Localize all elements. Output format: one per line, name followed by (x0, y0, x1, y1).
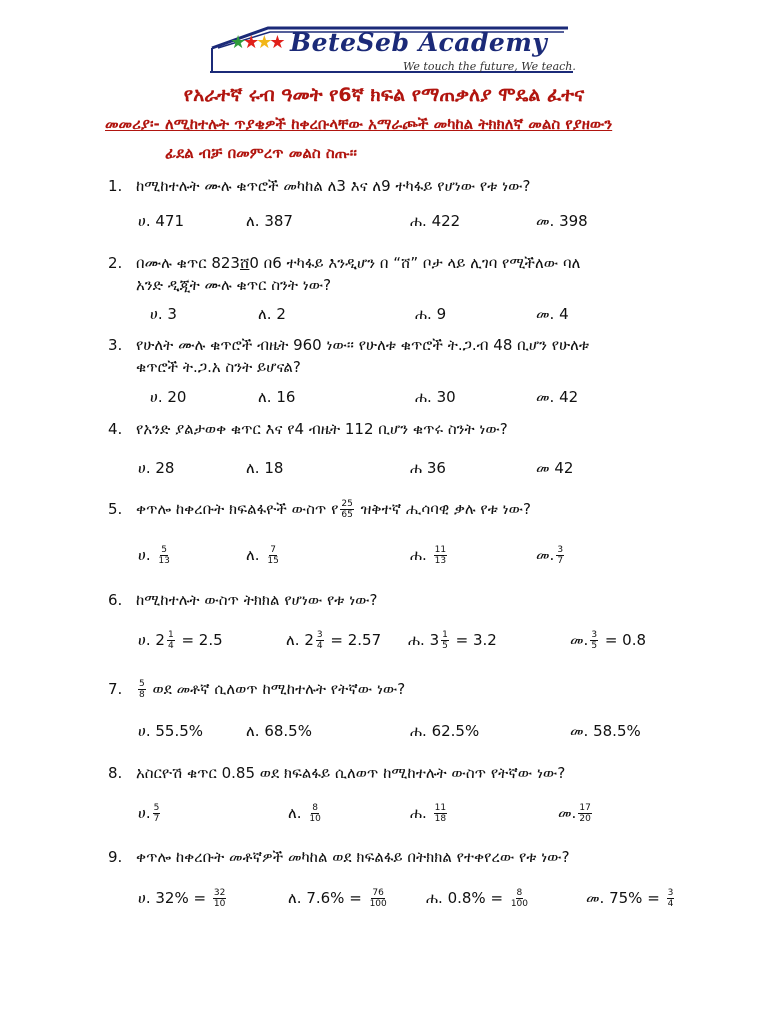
fraction (510, 888, 529, 909)
option-label: መ. 75% = (586, 889, 660, 907)
question-5 (108, 498, 668, 520)
option-label: ሐ. 0.8% = (426, 889, 504, 907)
stars-icon: ★★★★ (230, 32, 283, 53)
numerator: 1 (442, 630, 448, 640)
option-b[interactable]: ለ. 2 (258, 305, 286, 323)
denominator: 18 (434, 814, 447, 824)
numerator: 11 (434, 803, 447, 813)
question-9-options (138, 888, 738, 914)
option-b[interactable] (288, 803, 324, 824)
option-b[interactable]: ለ. 68.5% (246, 722, 312, 740)
fraction (434, 803, 447, 824)
question-1-options (138, 212, 738, 238)
denominator: 10 (213, 899, 226, 909)
denominator: 4 (316, 641, 323, 651)
option-c[interactable]: ሐ. 422 (410, 212, 461, 230)
option-label: ሀ. (138, 804, 151, 822)
fraction (578, 803, 591, 824)
option-c[interactable]: ሐ. 62.5% (410, 722, 480, 740)
question-text: ከሚከተሉት ውስጥ ትክክል የሆነው የቱ ነው? (136, 591, 378, 609)
option-label: ሐ. 3 (408, 631, 440, 649)
option-d[interactable] (570, 630, 646, 651)
denominator: 65 (341, 510, 353, 520)
question-text: በሙሉ ቁጥር 823 (136, 254, 240, 272)
page-header (0, 22, 768, 82)
question-number: 1. (108, 177, 123, 195)
option-d[interactable]: መ. 58.5% (570, 722, 641, 740)
numerator: 7 (270, 545, 276, 555)
question-text: ከሚከተሉት ሙሉ ቁጥሮች መካከል ለ3 እና ለ9 ተካፋይ የሆነው የቱ ነው? (136, 177, 531, 195)
numerator: 8 (312, 803, 318, 813)
option-d[interactable]: መ. 42 (536, 388, 579, 406)
question-blank: ሸ (239, 254, 250, 272)
question-1 (108, 175, 668, 197)
option-label: ሀ. 2 (138, 631, 165, 649)
denominator: 7 (557, 556, 564, 566)
option-a[interactable] (138, 630, 223, 651)
option-label: ሀ. (138, 546, 151, 564)
fraction (308, 803, 321, 824)
option-b[interactable] (286, 630, 381, 651)
question-6 (108, 589, 668, 611)
option-c[interactable] (410, 545, 449, 566)
question-number: 7. (108, 680, 123, 698)
numerator: 3 (316, 630, 323, 640)
brand-tagline: We touch the future, We teach. (403, 60, 576, 73)
question-number: 9. (108, 848, 123, 866)
denominator: 13 (434, 556, 447, 566)
fraction (590, 630, 598, 651)
numerator: 17 (579, 803, 591, 813)
fraction (266, 545, 279, 566)
fraction (167, 630, 175, 651)
question-text: ቀጥሎ ከቀረቡት ክፍልፋዮች ውስጥ የ (136, 500, 339, 518)
option-b[interactable]: ለ. 387 (246, 212, 293, 230)
instructions-line-2: ፊደል ብቻ በመምረጥ መልስ ስጡ፡፡ (165, 144, 357, 162)
fraction (213, 888, 226, 909)
question-number: 3. (108, 336, 123, 354)
option-value: = 0.8 (600, 631, 647, 649)
option-label: መ. (536, 546, 555, 564)
option-label: ሐ. (410, 546, 427, 564)
question-text: የሁለት ሙሉ ቁጥሮች ብዜት 960 ነው፡፡ የሁለቱ ቁጥሮች ት.ጋ.ብ 48 ቢሆን የሁለቱ (136, 336, 590, 354)
option-b[interactable] (246, 545, 282, 566)
denominator: 15 (267, 556, 279, 566)
numerator: 5 (139, 679, 145, 689)
option-value: = 3.2 (450, 631, 497, 649)
option-d[interactable] (558, 803, 594, 824)
question-number: 8. (108, 764, 123, 782)
option-c[interactable] (410, 803, 449, 824)
option-b[interactable] (288, 888, 390, 909)
question-4 (108, 418, 668, 440)
denominator: 100 (510, 899, 528, 909)
question-number: 5. (108, 500, 123, 518)
numerator: 8 (516, 888, 523, 898)
question-text: ቀጥሎ ከቀረቡት መቶኛዎች መካከል ወደ ክፍልፋይ በትክክል የተቀየረው የቱ ነው? (136, 848, 570, 866)
question-3 (108, 334, 668, 378)
numerator: 3 (591, 630, 598, 640)
option-d[interactable] (536, 545, 566, 566)
option-label: ሀ. 32% = (138, 889, 207, 907)
option-c[interactable]: ሐ. 30 (415, 388, 456, 406)
option-a[interactable]: ሀ. 20 (150, 388, 187, 406)
fraction (556, 545, 564, 566)
question-3-options (138, 388, 738, 414)
denominator: 4 (167, 641, 174, 651)
fraction (434, 545, 447, 566)
option-a[interactable]: ሀ. 471 (138, 212, 185, 230)
option-label: ለ. (288, 804, 302, 822)
fraction (153, 803, 161, 824)
option-a[interactable] (138, 803, 162, 824)
option-a[interactable]: ሀ. 3 (150, 305, 177, 323)
denominator: 5 (442, 641, 448, 651)
question-8-options (138, 803, 738, 829)
question-9 (108, 846, 668, 868)
denominator: 4 (667, 899, 674, 909)
option-d[interactable]: መ. 4 (536, 305, 569, 323)
question-2 (108, 252, 668, 296)
question-text: አስርዮሽ ቁጥር 0.85 ወደ ክፍልፋይ ሲለወጥ ከሚከተሉት ውስጥ የትኛው ነው? (136, 764, 566, 782)
question-4-options (138, 459, 738, 485)
question-5-options (138, 545, 738, 571)
denominator: 7 (153, 814, 160, 824)
numerator: 32 (213, 888, 226, 898)
option-c[interactable]: ሐ. 9 (415, 305, 447, 323)
option-label: ለ. 7.6% = (288, 889, 362, 907)
option-d[interactable] (586, 888, 676, 909)
numerator: 76 (372, 888, 384, 898)
option-label: ሐ. (410, 804, 427, 822)
question-text-line-2: አንድ ዲጂት ሙሉ ቁጥር ስንት ነው? (136, 276, 332, 294)
option-label: መ. (570, 631, 589, 649)
option-d[interactable]: መ. 398 (536, 212, 588, 230)
option-a[interactable] (138, 545, 173, 566)
question-text: የአንድ ያልታወቀ ቁጥር እና የ4 ብዜት 112 ቢሆን ቁጥሩ ስንት ነው? (136, 420, 508, 438)
question-8 (108, 762, 668, 784)
option-a[interactable]: ሀ. 28 (138, 459, 175, 477)
option-label: ለ. 2 (286, 631, 314, 649)
question-2-options (138, 305, 738, 331)
option-d[interactable]: መ 42 (536, 459, 574, 477)
question-text-cont: ዝቅተኛ ሒሳባዊ ቃሉ የቱ ነው? (355, 500, 531, 518)
numerator: 25 (341, 499, 353, 509)
numerator: 3 (557, 545, 564, 555)
numerator: 5 (161, 545, 167, 555)
option-b[interactable]: ለ. 18 (246, 459, 284, 477)
question-6-options (138, 630, 738, 656)
question-7-options (138, 722, 738, 748)
question-text-line-2: ቁጥሮች ት.ጋ.አ ስንት ይሆናል? (136, 358, 301, 376)
numerator: 1 (167, 630, 174, 640)
academy-logo (208, 22, 580, 82)
instructions (105, 110, 745, 168)
option-c[interactable] (408, 630, 497, 651)
denominator: 100 (369, 899, 387, 909)
question-text-cont: 0 በ6 ተካፋይ እንዲሆን በ “ሸ” ቦታ ላይ ሊገባ የሚችለው ባለ (249, 254, 581, 272)
option-label: ለ. (246, 546, 260, 564)
fraction (138, 679, 146, 700)
denominator: 5 (591, 641, 598, 651)
page-title: የአራተኛ ሩብ ዓመት የ6ኛ ክፍል የማጠቃለያ ሞዴል ፈተና (183, 84, 585, 106)
option-value: = 2.5 (176, 631, 223, 649)
fraction (667, 888, 675, 909)
fraction (340, 499, 353, 520)
fraction (157, 545, 170, 566)
fraction (441, 630, 449, 651)
option-c[interactable]: ሐ 36 (410, 459, 446, 477)
question-number: 2. (108, 254, 123, 272)
option-a[interactable] (138, 888, 228, 909)
denominator: 13 (158, 556, 170, 566)
numerator: 5 (153, 803, 160, 813)
denominator: 20 (579, 814, 591, 824)
option-value: = 2.57 (325, 631, 382, 649)
option-a[interactable]: ሀ. 55.5% (138, 722, 204, 740)
option-b[interactable]: ለ. 16 (258, 388, 296, 406)
option-c[interactable] (426, 888, 531, 909)
question-number: 4. (108, 420, 123, 438)
fraction (316, 630, 324, 651)
denominator: 10 (309, 814, 321, 824)
question-7 (108, 678, 668, 700)
brand-name: BeteSeb Academy (290, 28, 548, 57)
numerator: 11 (434, 545, 447, 555)
instructions-line-1: መመሪያ፡- ለሚከተሉት ጥያቄዎች ከቀረቡላቸው አማራጮች መካከል ትክክለኛ መልስ የያዘውን (105, 115, 613, 133)
option-label: መ. (558, 804, 577, 822)
numerator: 3 (667, 888, 674, 898)
denominator: 8 (139, 690, 145, 700)
fraction (369, 888, 388, 909)
question-number: 6. (108, 591, 123, 609)
question-text: ወደ መቶኛ ሲለወጥ ከሚከተሉት የትኛው ነው? (147, 680, 406, 698)
